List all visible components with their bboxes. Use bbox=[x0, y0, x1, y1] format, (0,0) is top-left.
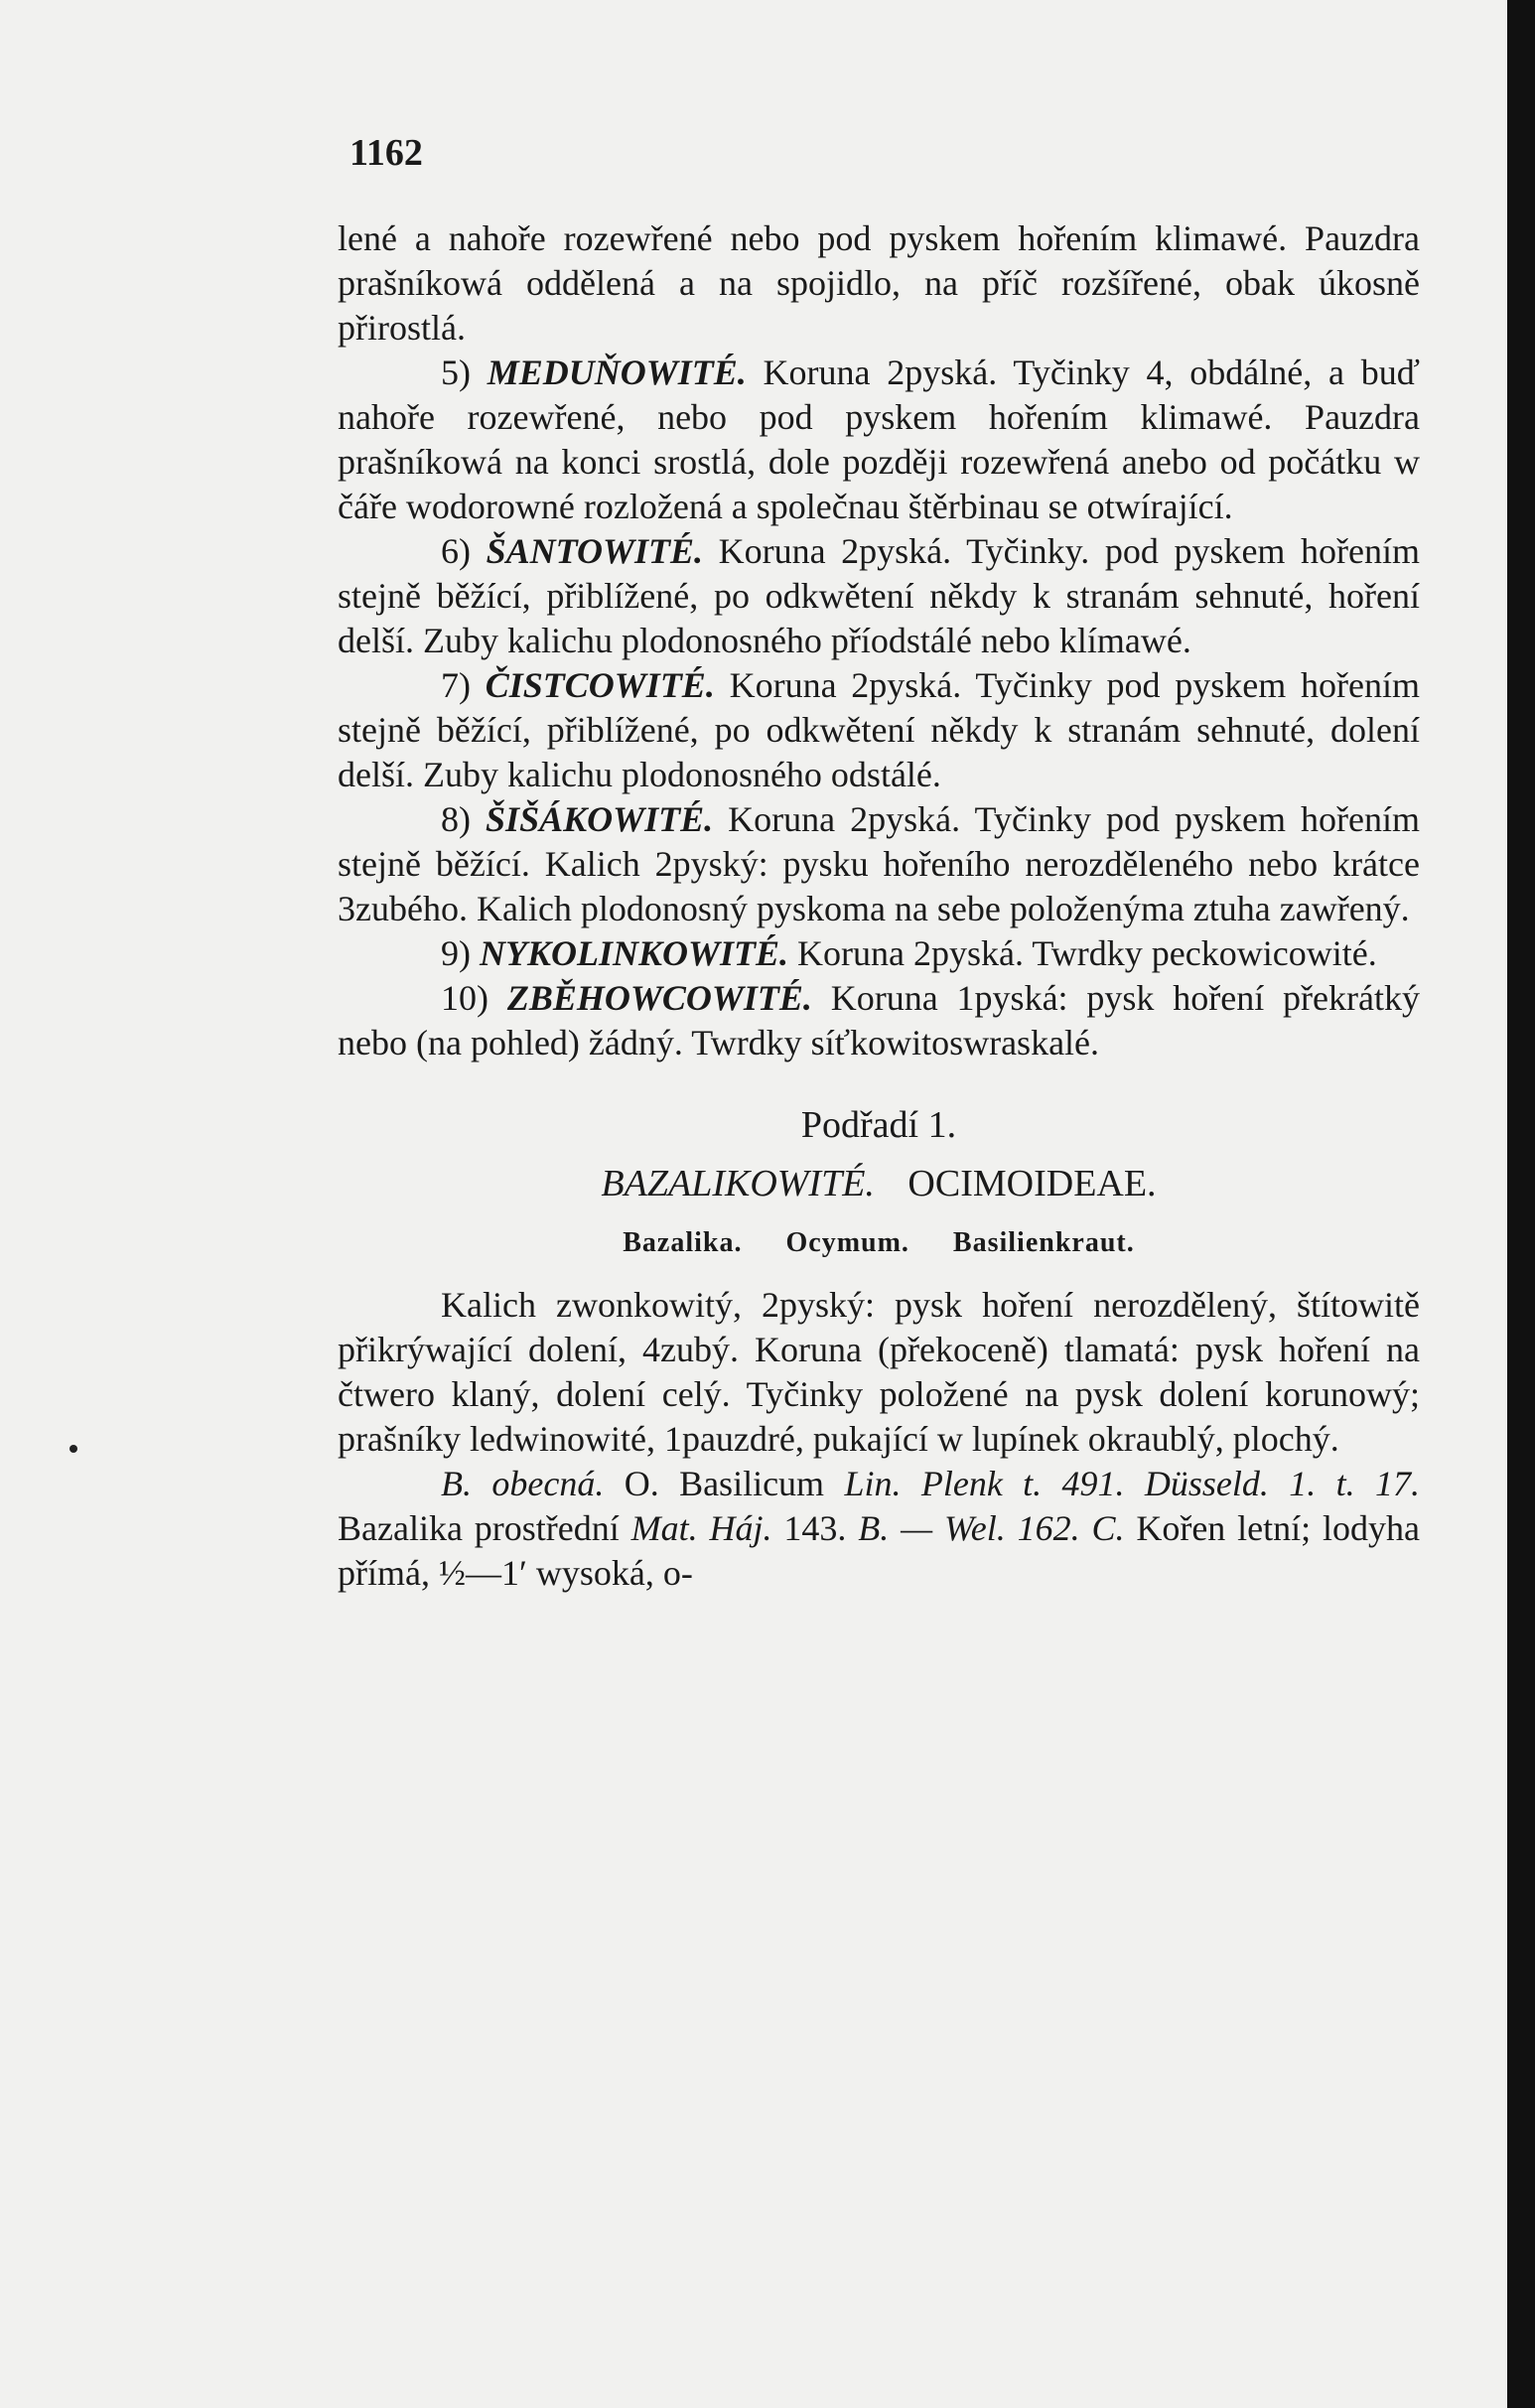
text-block bbox=[338, 216, 1420, 1596]
item-text: Koruna 1pyská: pysk hoření překrátký nebo (na pohled) žádný. Twrdky síťkowitoswraskalé. bbox=[338, 978, 1420, 1062]
family-heading bbox=[338, 1162, 1420, 1206]
genus-latin: Ocymum. bbox=[785, 1227, 909, 1258]
paragraph-item-7 bbox=[338, 663, 1420, 797]
item-text: Koruna 2pyská. Tyčinky. pod pyskem hořením stejně běžící, přiblížené, po odkwětení někdy k stranám sehnuté, hoření delší. Zuby kalichu plodonosného příodstálé nebo klímawé. bbox=[338, 531, 1421, 660]
item-text: Koruna 2pyská. Tyčinky pod pyskem hořením stejně běžící. Kalich 2pyský: pysku hořeního nerozděleného nebo krátce 3zubého. Kalich plodonosný pyskoma na sebe položenýma ztuha zawřený. bbox=[338, 799, 1421, 928]
item-title: ŠIŠÁKOWITÉ. bbox=[486, 799, 714, 839]
species-ref-wel: Wel. 162. bbox=[944, 1508, 1080, 1548]
genus-description: Kalich zwonkowitý, 2pyský: pysk hoření nerozdělený, štítowitě přikrýwající dolení, 4zubý. Koruna (překoceně) tlamatá: pysk hoření na čtwero klaný, dolení celý. Tyčinky položené na pysk dolení korunowý; prašníky ledwinowité, 1pauzdré, pukající w lupínek okraublý, plochý. bbox=[338, 1285, 1420, 1459]
family-latin: OCIMOIDEAE. bbox=[907, 1163, 1157, 1204]
paragraph-item-6 bbox=[338, 529, 1420, 663]
item-text: Koruna 2pyská. Twrdky peckowicowité. bbox=[797, 933, 1377, 973]
paragraph-item-5 bbox=[338, 351, 1420, 529]
item-number: 5) bbox=[441, 353, 471, 392]
paragraph-item-8 bbox=[338, 797, 1420, 931]
subheading: Podřadí 1. bbox=[800, 1104, 957, 1146]
item-number: 6) bbox=[441, 531, 471, 571]
item-title: ZBĚHOWCOWITÉ. bbox=[506, 978, 812, 1018]
paragraph-continuation: lené a nahoře rozewřené nebo pod pyskem hořením klimawé. Pauzdra prašníkowá oddělená a na spojidlo, na příč rozšířené, obak úkosně přirostlá. bbox=[338, 218, 1420, 348]
species-authority: Lin. bbox=[844, 1464, 902, 1503]
genus-czech: Bazalika. bbox=[623, 1227, 743, 1258]
item-title: MEDUŇOWITÉ. bbox=[487, 353, 747, 392]
genus-german: Basilienkraut. bbox=[952, 1227, 1135, 1258]
item-number: 10) bbox=[441, 978, 488, 1018]
margin-speck bbox=[70, 1445, 77, 1453]
paragraph-item-9 bbox=[338, 931, 1420, 976]
family-czech: BAZALIKOWITÉ. bbox=[601, 1163, 875, 1204]
species-text: Kořen letní; lodyha přímá, ½—1′ wysoká, o- bbox=[338, 1508, 1421, 1593]
item-number: 9) bbox=[441, 933, 471, 973]
page-number: 1162 bbox=[349, 132, 423, 174]
species-synonym-2: B. — bbox=[858, 1508, 933, 1548]
item-text: Koruna 2pyská. Tyčinky pod pyskem hořením stejně běžící, přiblížené, po odkwětení někdy k stranám sehnuté, dolení delší. Zuby kalichu plodonosného odstálé. bbox=[338, 665, 1421, 794]
species-references: Plenk t. 491. Düsseld. 1. t. 17. bbox=[920, 1464, 1421, 1503]
species-name-czech: B. obecná. bbox=[441, 1464, 605, 1503]
species-name-latin: O. Basilicum bbox=[624, 1464, 825, 1503]
item-number: 8) bbox=[441, 799, 471, 839]
genus-heading bbox=[338, 1220, 1420, 1265]
species-synonym: Bazalika prostřední bbox=[338, 1508, 620, 1548]
paragraph-item-10 bbox=[338, 976, 1420, 1065]
item-text: Koruna 2pyská. Tyčinky 4, obdálné, a buď nahoře rozewřené, nebo pod pyskem hořením klimawé. Pauzdra prašníkowá na konci srostlá, dole později rozewřená anebo od počátku w čáře wodorowné rozložená a společnau štěrbinau se otwírající. bbox=[338, 353, 1420, 526]
item-title: ČISTCOWITÉ. bbox=[485, 665, 715, 705]
page-edge bbox=[1507, 0, 1535, 2408]
item-title: ŠANTOWITÉ. bbox=[486, 531, 703, 571]
species-ref-mat-num: 143. bbox=[783, 1508, 847, 1548]
item-title: NYKOLINKOWITÉ. bbox=[480, 933, 789, 973]
species-entry bbox=[338, 1462, 1420, 1596]
item-number: 7) bbox=[441, 665, 471, 705]
species-class-mark: C. bbox=[1091, 1508, 1125, 1548]
species-ref-mat: Mat. Háj. bbox=[630, 1508, 772, 1548]
